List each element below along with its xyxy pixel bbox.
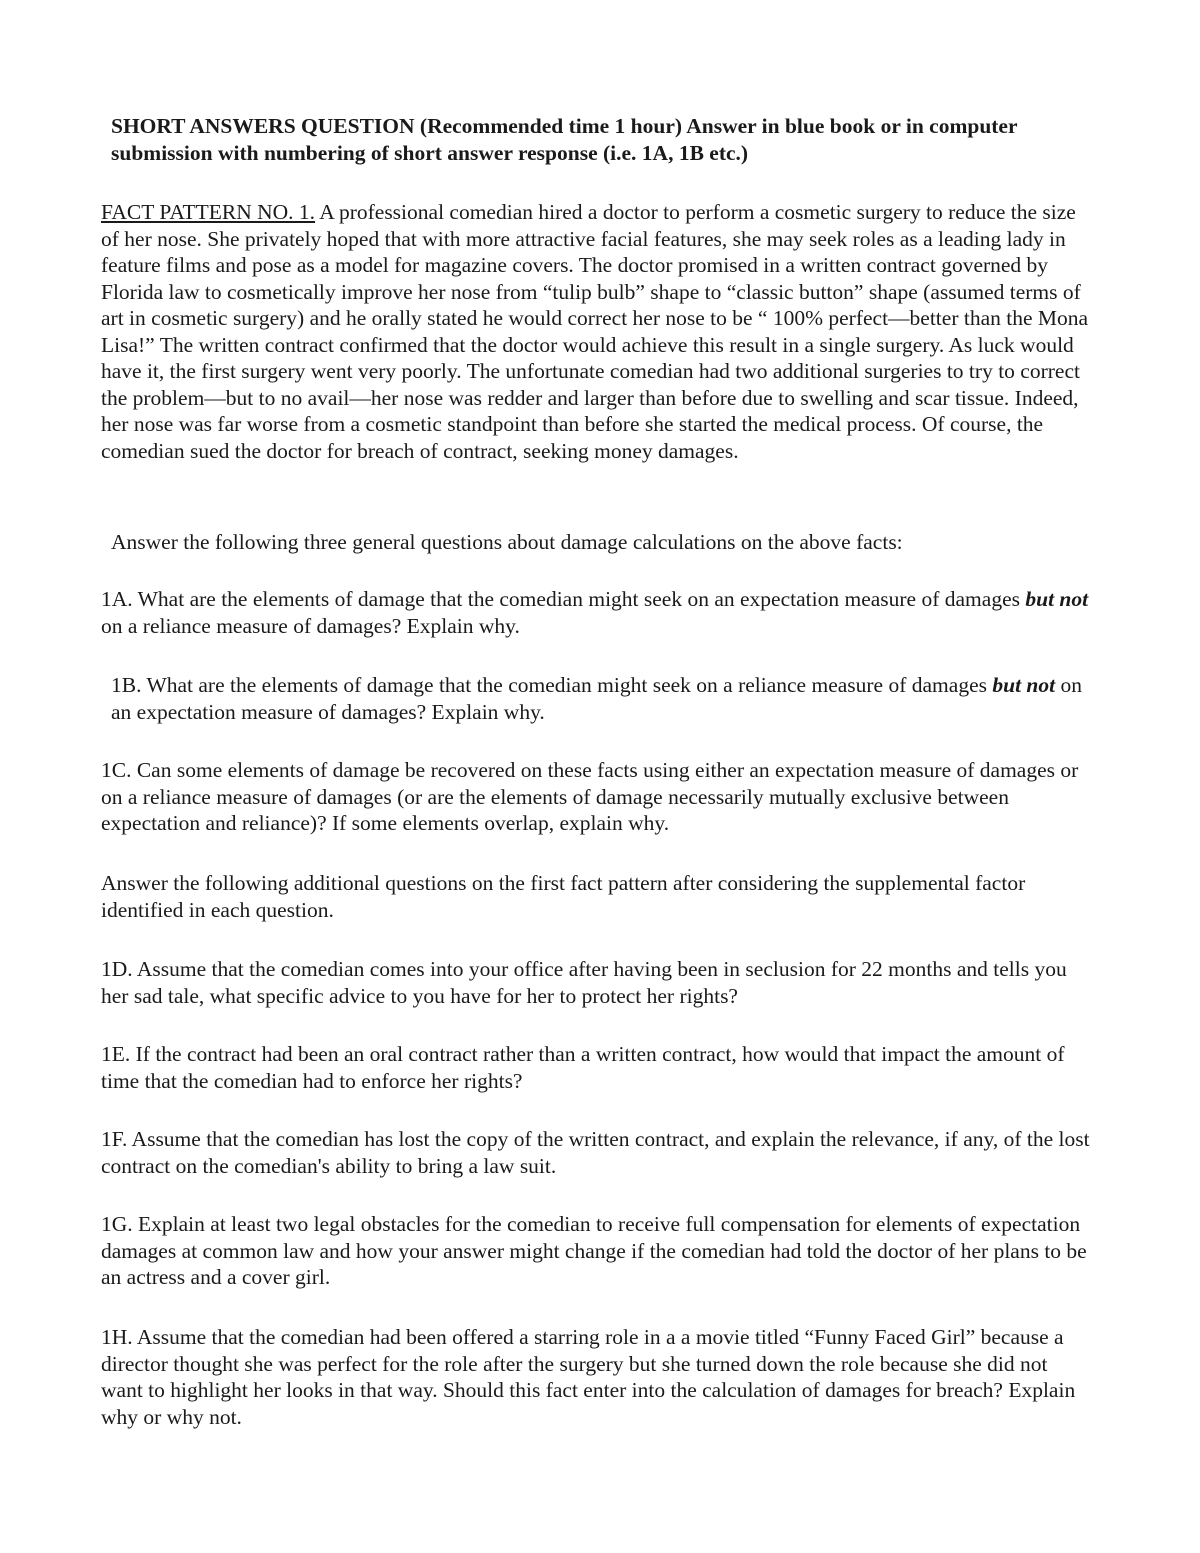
q1a-emphasis: but not (1025, 587, 1089, 611)
q1c-text: 1C. Can some elements of damage be recovered on these facts using either an expectation measure of damages or on a reliance measure of damages (or are the elements of damage necessarily mutually exclusive between expectation and reliance)? If some elements overlap, explain why. (101, 758, 1079, 835)
question-1f (101, 1126, 1091, 1179)
q1a-text-after: on a reliance measure of damages? Explain why. (101, 613, 520, 638)
q1h-text: 1H. Assume that the comedian had been offered a starring role in a a movie titled “Funny Faced Girl” because a director thought she was perfect for the role after the surgery but she turned down the role because she did not want to highlight her looks in that way. Should this fact enter into the calculation of damages for breach? Explain why or why not. (101, 1325, 1076, 1429)
additional-questions-intro (101, 870, 1091, 923)
question-1e (101, 1041, 1091, 1094)
question-1d (101, 956, 1091, 1009)
q1b-emphasis: but not (992, 673, 1056, 697)
question-1c (101, 757, 1091, 837)
q1f-text: 1F. Assume that the comedian has lost the copy of the written contract, and explain the relevance, if any, of the lost contract on the comedian's ability to bring a law suit. (101, 1127, 1090, 1178)
q1g-text: 1G. Explain at least two legal obstacles for the comedian to receive full compensation for elements of expectation damages at common law and how your answer might change if the comedian had told the doctor of her plans to be an actress and a cover girl. (101, 1212, 1087, 1289)
q1b-text-after: on an expectation measure of damages? Explain why. (111, 673, 1082, 724)
fact-pattern-paragraph (101, 199, 1091, 464)
question-1g (101, 1211, 1091, 1291)
fact-pattern-label: FACT PATTERN NO. 1. (101, 200, 316, 224)
question-1b (111, 672, 1091, 725)
q1d-text: 1D. Assume that the comedian comes into your office after having been in seclusion for 22 months and tells you her sad tale, what specific advice to you have for her to protect her rights? (101, 957, 1067, 1008)
q1b-text-before: 1B. What are the elements of damage that the comedian might seek on a reliance measure of damages (111, 673, 993, 697)
q1a-text-before: 1A. What are the elements of damage that the comedian might seek on an expectation measure of damages (101, 587, 1026, 611)
question-1h (101, 1324, 1091, 1430)
additional-intro-text: Answer the following additional questions on the first fact pattern after considering the supplemental factor identified in each question. (101, 871, 1026, 922)
section-header (111, 113, 1091, 167)
general-intro-text: Answer the following three general questions about damage calculations on the above facts: (111, 530, 903, 554)
fact-pattern-text: A professional comedian hired a doctor to perform a cosmetic surgery to reduce the size of her nose. She privately hoped that with more attractive facial features, she may seek roles as a leading lady in feature films and pose as a model for magazine covers. The doctor promised in a written contract governed by Florida law to cosmetically improve her nose from “tulip bulb” shape to “classic button” shape (assumed terms of art in cosmetic surgery) and he orally stated he would correct her nose to be “ 100% perfect—better than the Mona Lisa!” The written contract confirmed that the doctor would achieve this result in a single surgery. As luck would have it, the first surgery went very poorly. The unfortunate comedian had two additional surgeries to try to correct the problem—but to no avail—her nose was redder and larger than before due to swelling and scar tissue. Indeed, her nose was far worse from a cosmetic standpoint than before she started the medical process. Of course, the comedian sued the doctor for breach of contract, seeking money damages. (101, 200, 1089, 463)
q1e-text: 1E. If the contract had been an oral contract rather than a written contract, how would that impact the amount of time that the comedian had to enforce her rights? (101, 1042, 1065, 1093)
general-questions-intro (111, 529, 1091, 556)
header-text: SHORT ANSWERS QUESTION (Recommended time 1 hour) Answer in blue book or in computer submission with numbering of short answer response (i.e. 1A, 1B etc.) (111, 114, 1018, 165)
question-1a (101, 586, 1091, 639)
